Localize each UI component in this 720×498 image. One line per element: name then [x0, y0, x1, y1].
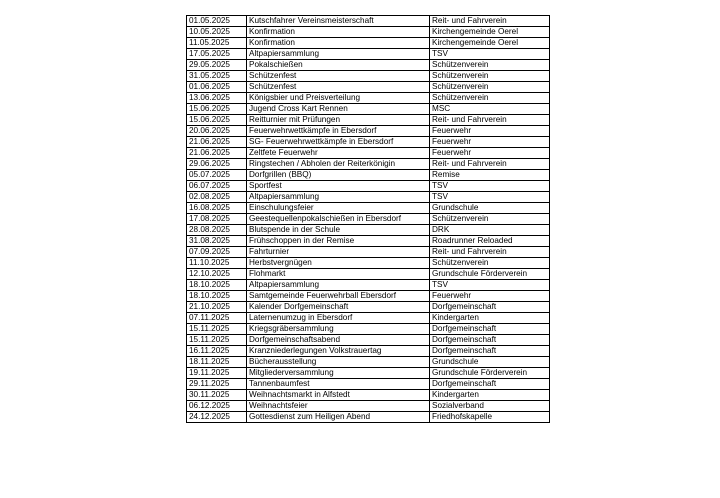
- event-date-cell: 28.08.2025: [187, 225, 247, 236]
- event-date-cell: 12.10.2025: [187, 269, 247, 280]
- event-name-cell: Kalender Dorfgemeinschaft: [247, 302, 430, 313]
- event-name-cell: Flohmarkt: [247, 269, 430, 280]
- event-date-cell: 15.06.2025: [187, 104, 247, 115]
- table-row: [187, 60, 550, 71]
- event-name-cell: Jugend Cross Kart Rennen: [247, 104, 430, 115]
- event-name-cell: Mitgliederversammlung: [247, 368, 430, 379]
- event-name-cell: Geestequellenpokalschießen in Ebersdorf: [247, 214, 430, 225]
- event-organizer-cell: Kindergarten: [430, 313, 550, 324]
- event-organizer-cell: Dorfgemeinschaft: [430, 379, 550, 390]
- table-row: [187, 38, 550, 49]
- event-date-cell: 15.11.2025: [187, 335, 247, 346]
- event-organizer-cell: Schützenverein: [430, 82, 550, 93]
- event-name-cell: Herbstvergnügen: [247, 258, 430, 269]
- table-row: [187, 236, 550, 247]
- table-row: [187, 291, 550, 302]
- table-row: [187, 280, 550, 291]
- event-name-cell: Samtgemeinde Feuerwehrball Ebersdorf: [247, 291, 430, 302]
- event-organizer-cell: Reit- und Fahrverein: [430, 115, 550, 126]
- event-date-cell: 05.07.2025: [187, 170, 247, 181]
- table-row: [187, 126, 550, 137]
- event-name-cell: Bücherausstellung: [247, 357, 430, 368]
- event-name-cell: Feuerwehrwettkämpfe in Ebersdorf: [247, 126, 430, 137]
- table-row: [187, 16, 550, 27]
- event-name-cell: Schützenfest: [247, 82, 430, 93]
- event-organizer-cell: Schützenverein: [430, 93, 550, 104]
- table-row: [187, 104, 550, 115]
- event-organizer-cell: Reit- und Fahrverein: [430, 247, 550, 258]
- event-organizer-cell: Feuerwehr: [430, 126, 550, 137]
- event-name-cell: Schützenfest: [247, 71, 430, 82]
- event-date-cell: 10.05.2025: [187, 27, 247, 38]
- event-organizer-cell: Feuerwehr: [430, 148, 550, 159]
- event-name-cell: Einschulungsfeier: [247, 203, 430, 214]
- event-date-cell: 30.11.2025: [187, 390, 247, 401]
- event-name-cell: Fahrturnier: [247, 247, 430, 258]
- event-date-cell: 11.10.2025: [187, 258, 247, 269]
- event-date-cell: 17.08.2025: [187, 214, 247, 225]
- event-organizer-cell: Feuerwehr: [430, 137, 550, 148]
- event-organizer-cell: Dorfgemeinschaft: [430, 302, 550, 313]
- table-row: [187, 335, 550, 346]
- event-date-cell: 21.10.2025: [187, 302, 247, 313]
- event-organizer-cell: Friedhofskapelle: [430, 412, 550, 423]
- table-row: [187, 192, 550, 203]
- event-date-cell: 17.05.2025: [187, 49, 247, 60]
- event-date-cell: 07.09.2025: [187, 247, 247, 258]
- event-name-cell: Reitturnier mit Prüfungen: [247, 115, 430, 126]
- event-name-cell: Kutschfahrer Vereinsmeisterschaft: [247, 16, 430, 27]
- event-organizer-cell: Reit- und Fahrverein: [430, 16, 550, 27]
- event-name-cell: Altpapiersammlung: [247, 192, 430, 203]
- table-row: [187, 203, 550, 214]
- event-organizer-cell: MSC: [430, 104, 550, 115]
- event-organizer-cell: Grundschule Förderverein: [430, 368, 550, 379]
- event-date-cell: 29.11.2025: [187, 379, 247, 390]
- event-organizer-cell: Schützenverein: [430, 214, 550, 225]
- event-name-cell: Weihnachtsmarkt in Alfstedt: [247, 390, 430, 401]
- event-date-cell: 06.12.2025: [187, 401, 247, 412]
- event-name-cell: Frühschoppen in der Remise: [247, 236, 430, 247]
- table-row: [187, 115, 550, 126]
- table-row: [187, 324, 550, 335]
- event-organizer-cell: TSV: [430, 192, 550, 203]
- event-organizer-cell: DRK: [430, 225, 550, 236]
- event-date-cell: 06.07.2025: [187, 181, 247, 192]
- event-organizer-cell: Kirchengemeinde Oerel: [430, 27, 550, 38]
- event-name-cell: Altpapiersammlung: [247, 49, 430, 60]
- event-name-cell: Sportfest: [247, 181, 430, 192]
- event-organizer-cell: Dorfgemeinschaft: [430, 324, 550, 335]
- event-date-cell: 18.10.2025: [187, 280, 247, 291]
- event-organizer-cell: Reit- und Fahrverein: [430, 159, 550, 170]
- event-organizer-cell: Remise: [430, 170, 550, 181]
- event-date-cell: 01.05.2025: [187, 16, 247, 27]
- event-name-cell: Dorfgemeinschaftsabend: [247, 335, 430, 346]
- table-row: [187, 390, 550, 401]
- event-name-cell: Blutspende in der Schule: [247, 225, 430, 236]
- event-name-cell: Konfirmation: [247, 38, 430, 49]
- event-organizer-cell: Grundschule Förderverein: [430, 269, 550, 280]
- event-date-cell: 18.10.2025: [187, 291, 247, 302]
- event-date-cell: 07.11.2025: [187, 313, 247, 324]
- event-date-cell: 21.06.2025: [187, 148, 247, 159]
- event-organizer-cell: Feuerwehr: [430, 291, 550, 302]
- event-organizer-cell: Schützenverein: [430, 71, 550, 82]
- table-row: [187, 93, 550, 104]
- event-organizer-cell: TSV: [430, 280, 550, 291]
- event-name-cell: Ringstechen / Abholen der Reiterkönigin: [247, 159, 430, 170]
- event-organizer-cell: Grundschule: [430, 203, 550, 214]
- event-organizer-cell: Schützenverein: [430, 258, 550, 269]
- table-row: [187, 346, 550, 357]
- event-name-cell: Kriegsgräbersammlung: [247, 324, 430, 335]
- event-date-cell: 29.06.2025: [187, 159, 247, 170]
- event-name-cell: Laternenumzug in Ebersdorf: [247, 313, 430, 324]
- event-date-cell: 21.06.2025: [187, 137, 247, 148]
- table-row: [187, 258, 550, 269]
- event-name-cell: Pokalschießen: [247, 60, 430, 71]
- event-organizer-cell: Kirchengemeinde Oerel: [430, 38, 550, 49]
- event-name-cell: Zeltfete Feuerwehr: [247, 148, 430, 159]
- table-row: [187, 148, 550, 159]
- event-date-cell: 15.06.2025: [187, 115, 247, 126]
- table-row: [187, 247, 550, 258]
- event-name-cell: Kranzniederlegungen Volkstrauertag: [247, 346, 430, 357]
- event-organizer-cell: Sozialverband: [430, 401, 550, 412]
- table-row: [187, 302, 550, 313]
- table-row: [187, 49, 550, 60]
- event-name-cell: Altpapiersammlung: [247, 280, 430, 291]
- table-row: [187, 357, 550, 368]
- table-row: [187, 170, 550, 181]
- event-organizer-cell: TSV: [430, 181, 550, 192]
- event-organizer-cell: Dorfgemeinschaft: [430, 335, 550, 346]
- table-row: [187, 214, 550, 225]
- table-row: [187, 27, 550, 38]
- event-organizer-cell: Dorfgemeinschaft: [430, 346, 550, 357]
- table-row: [187, 225, 550, 236]
- table-row: [187, 137, 550, 148]
- table-row: [187, 379, 550, 390]
- event-date-cell: 01.06.2025: [187, 82, 247, 93]
- event-name-cell: Königsbier und Preisverteilung: [247, 93, 430, 104]
- event-name-cell: Konfirmation: [247, 27, 430, 38]
- table-row: [187, 181, 550, 192]
- event-date-cell: 02.08.2025: [187, 192, 247, 203]
- event-date-cell: 29.05.2025: [187, 60, 247, 71]
- event-date-cell: 15.11.2025: [187, 324, 247, 335]
- event-name-cell: Gottesdienst zum Heiligen Abend: [247, 412, 430, 423]
- event-date-cell: 11.05.2025: [187, 38, 247, 49]
- event-organizer-cell: Schützenverein: [430, 60, 550, 71]
- event-date-cell: 13.06.2025: [187, 93, 247, 104]
- event-name-cell: Weihnachtsfeier: [247, 401, 430, 412]
- event-date-cell: 19.11.2025: [187, 368, 247, 379]
- table-row: [187, 412, 550, 423]
- event-organizer-cell: TSV: [430, 49, 550, 60]
- event-organizer-cell: Roadrunner Reloaded: [430, 236, 550, 247]
- event-calendar-table: [186, 15, 550, 423]
- event-date-cell: 16.11.2025: [187, 346, 247, 357]
- event-date-cell: 31.08.2025: [187, 236, 247, 247]
- table-row: [187, 368, 550, 379]
- table-row: [187, 71, 550, 82]
- event-date-cell: 18.11.2025: [187, 357, 247, 368]
- event-organizer-cell: Grundschule: [430, 357, 550, 368]
- event-name-cell: SG- Feuerwehrwettkämpfe in Ebersdorf: [247, 137, 430, 148]
- event-table-body: [187, 16, 550, 423]
- event-date-cell: 20.06.2025: [187, 126, 247, 137]
- table-row: [187, 82, 550, 93]
- event-organizer-cell: Kindergarten: [430, 390, 550, 401]
- table-row: [187, 313, 550, 324]
- event-name-cell: Dorfgrillen (BBQ): [247, 170, 430, 181]
- table-row: [187, 401, 550, 412]
- event-name-cell: Tannenbaumfest: [247, 379, 430, 390]
- event-date-cell: 24.12.2025: [187, 412, 247, 423]
- table-row: [187, 269, 550, 280]
- event-date-cell: 16.08.2025: [187, 203, 247, 214]
- table-row: [187, 159, 550, 170]
- event-date-cell: 31.05.2025: [187, 71, 247, 82]
